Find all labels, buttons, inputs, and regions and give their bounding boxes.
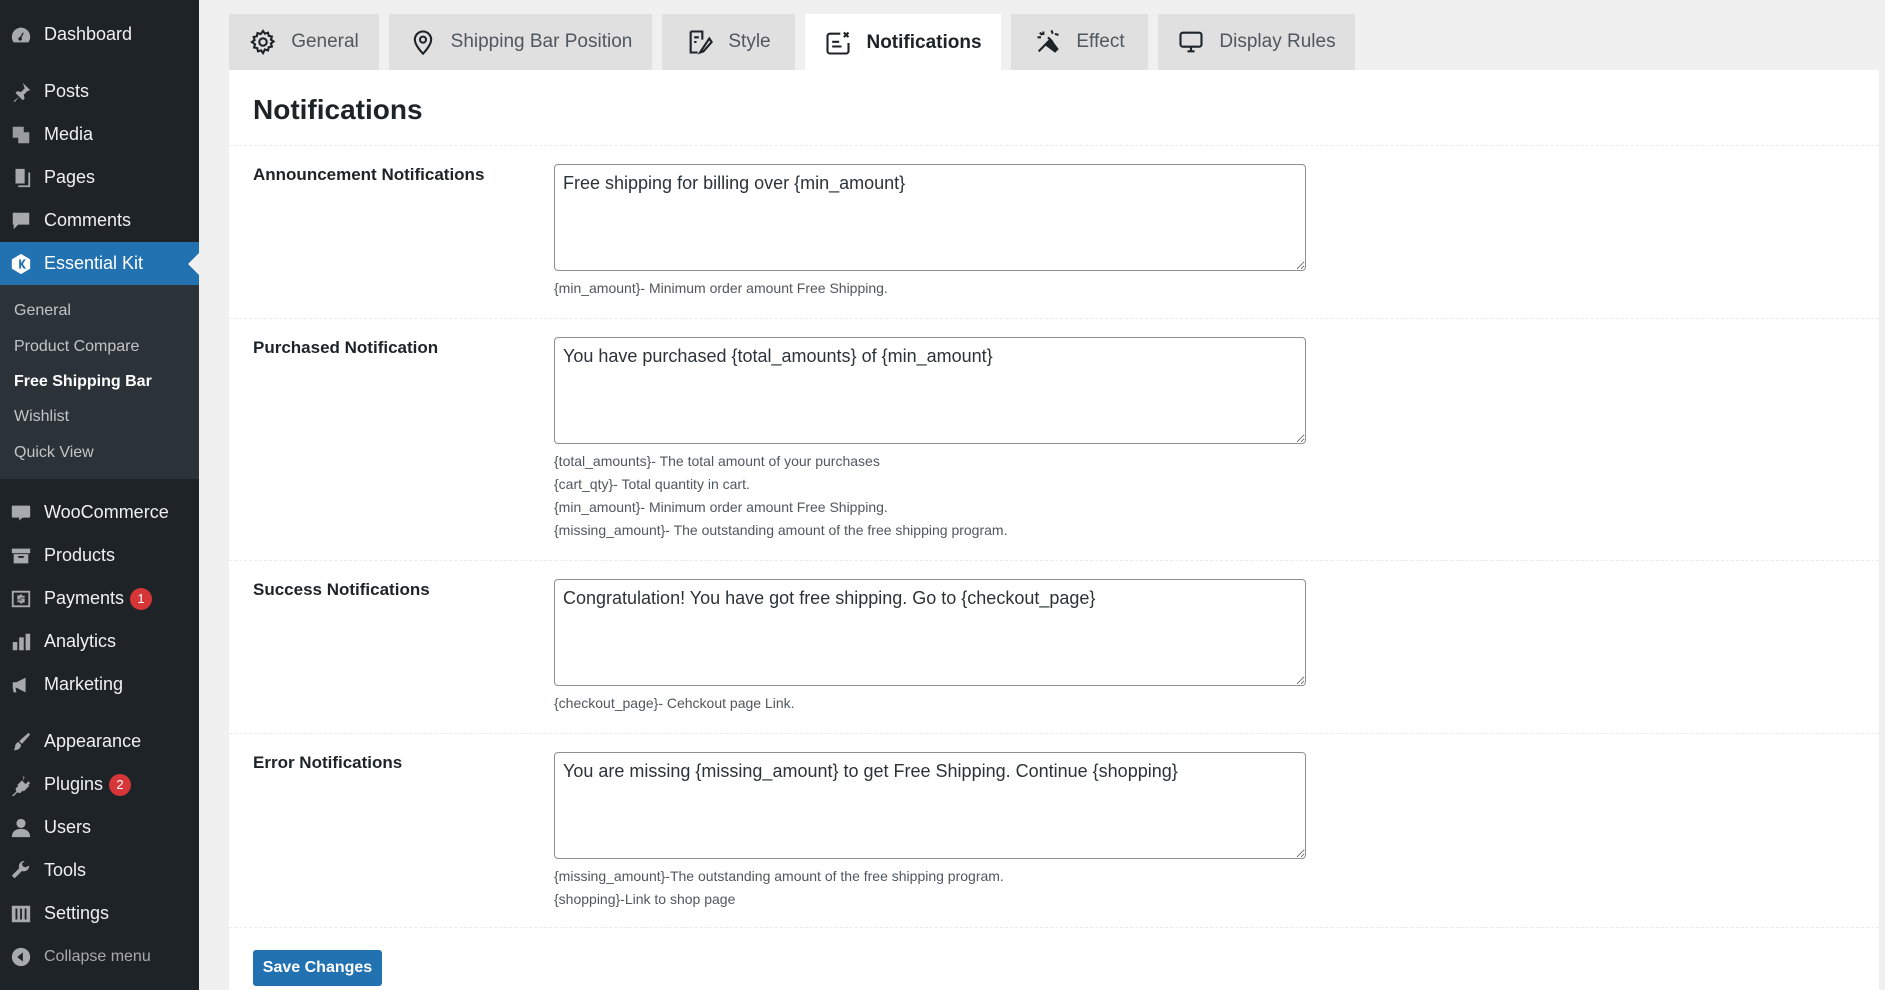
submenu-product-compare[interactable]: Product Compare	[14, 338, 140, 355]
menu-products[interactable]	[0, 534, 199, 577]
collapse-menu-button[interactable]	[0, 935, 199, 978]
row-divider	[229, 733, 1879, 734]
wrench-icon	[9, 859, 33, 883]
menu-users-label: Users	[44, 817, 92, 837]
gear-icon	[249, 28, 277, 56]
woocommerce-icon	[9, 501, 33, 525]
magic-wand-icon	[1034, 28, 1062, 56]
pushpin-icon	[9, 80, 33, 104]
menu-essential-kit-label: Essential Kit	[44, 253, 144, 273]
menu-tools-label: Tools	[44, 860, 87, 880]
user-icon	[9, 816, 33, 840]
tab-effect-label: Effect	[1076, 31, 1125, 52]
plug-icon	[9, 773, 33, 797]
menu-posts-label: Posts	[44, 81, 90, 101]
success-label: Success Notifications	[253, 580, 430, 599]
menu-woocommerce[interactable]	[0, 491, 199, 534]
menu-appearance[interactable]	[0, 720, 199, 763]
tab-shipping-bar-position-label: Shipping Bar Position	[450, 31, 633, 52]
menu-dashboard[interactable]	[0, 13, 199, 56]
tab-display-rules[interactable]	[1158, 14, 1355, 70]
help-line: {missing_amount}- The outstanding amount of the free shipping program.	[554, 522, 1008, 538]
submenu-free-shipping-bar[interactable]: Free Shipping Bar	[14, 373, 152, 390]
announcement-textarea[interactable]	[554, 164, 1306, 271]
collapse-arrow-icon	[9, 945, 33, 969]
essential-kit-submenu	[0, 285, 199, 479]
collapse-menu-label: Collapse menu	[44, 947, 151, 965]
tab-display-rules-label: Display Rules	[1219, 31, 1336, 52]
plugins-count-badge: 2	[109, 774, 131, 796]
menu-posts[interactable]	[0, 70, 199, 113]
dollar-icon	[9, 587, 33, 611]
purchased-help	[554, 450, 1007, 542]
menu-essential-kit[interactable]	[0, 242, 199, 285]
essential-kit-logo-icon	[9, 252, 33, 276]
success-help	[554, 692, 795, 715]
announcement-label: Announcement Notifications	[253, 165, 485, 184]
announcement-help	[554, 277, 888, 300]
row-divider	[229, 318, 1879, 319]
help-line: {min_amount}- Minimum order amount Free Shipping.	[554, 280, 888, 296]
settings-sliders-icon	[9, 902, 33, 926]
menu-settings[interactable]	[0, 892, 199, 935]
menu-analytics[interactable]	[0, 620, 199, 663]
tab-notifications[interactable]	[805, 14, 1001, 71]
menu-woocommerce-label: WooCommerce	[44, 502, 169, 522]
error-label: Error Notifications	[253, 753, 403, 772]
paintbrush-icon	[9, 730, 33, 754]
menu-plugins[interactable]	[0, 763, 199, 806]
save-changes-button[interactable]: Save Changes	[253, 950, 382, 986]
admin-sidebar	[0, 0, 199, 990]
menu-marketing[interactable]	[0, 663, 199, 706]
location-pin-icon	[409, 28, 437, 56]
media-icon	[9, 123, 33, 147]
dashboard-gauge-icon	[9, 23, 33, 47]
success-textarea[interactable]	[554, 579, 1306, 686]
tab-effect[interactable]	[1011, 14, 1148, 70]
menu-comments-label: Comments	[44, 210, 132, 230]
row-divider	[229, 560, 1879, 561]
menu-users[interactable]	[0, 806, 199, 849]
menu-settings-label: Settings	[44, 903, 110, 923]
megaphone-icon	[9, 673, 33, 697]
tab-style-label: Style	[728, 31, 771, 52]
menu-products-label: Products	[44, 545, 116, 565]
help-line: {min_amount}- Minimum order amount Free Shipping.	[554, 499, 888, 515]
menu-payments[interactable]	[0, 577, 199, 620]
menu-analytics-label: Analytics	[44, 631, 117, 651]
message-box-icon	[824, 29, 852, 57]
bar-chart-icon	[9, 630, 33, 654]
purchased-textarea[interactable]	[554, 337, 1306, 444]
menu-marketing-label: Marketing	[44, 674, 124, 694]
tab-shipping-bar-position[interactable]	[389, 14, 652, 70]
tab-general-label: General	[291, 31, 359, 52]
payments-count-badge: 1	[130, 588, 152, 610]
tab-general[interactable]	[229, 14, 379, 70]
purchased-label: Purchased Notification	[253, 338, 439, 357]
menu-appearance-label: Appearance	[44, 731, 142, 751]
help-line: {missing_amount}-The outstanding amount of the free shipping program.	[554, 868, 1004, 884]
monitor-icon	[1177, 28, 1205, 56]
page-title: Notifications	[253, 94, 423, 125]
menu-dashboard-label: Dashboard	[44, 24, 133, 44]
row-divider	[229, 927, 1879, 928]
menu-payments-label: Payments	[44, 588, 125, 608]
menu-tools[interactable]	[0, 849, 199, 892]
menu-pages[interactable]	[0, 156, 199, 199]
help-line: {cart_qty}- Total quantity in cart.	[554, 476, 750, 492]
archive-box-icon	[9, 544, 33, 568]
submenu-quick-view[interactable]: Quick View	[14, 444, 94, 461]
speech-bubble-icon	[9, 209, 33, 233]
help-line: {checkout_page}- Cehckout page Link.	[554, 695, 795, 711]
tab-style[interactable]	[662, 14, 795, 70]
menu-plugins-label: Plugins	[44, 774, 104, 794]
submenu-general[interactable]: General	[14, 302, 71, 319]
error-textarea[interactable]	[554, 752, 1306, 859]
help-line: {shopping}-Link to shop page	[554, 891, 736, 907]
menu-media-label: Media	[44, 124, 94, 144]
brush-icon	[686, 28, 714, 56]
submenu-wishlist[interactable]: Wishlist	[14, 408, 70, 425]
help-line: {total_amounts}- The total amount of your purchases	[554, 453, 880, 469]
menu-comments[interactable]	[0, 199, 199, 242]
menu-media[interactable]	[0, 113, 199, 156]
pages-icon	[9, 166, 33, 190]
error-help	[554, 865, 1004, 911]
settings-panel	[229, 70, 1879, 990]
tab-notifications-label: Notifications	[866, 31, 982, 53]
menu-pages-label: Pages	[44, 167, 96, 187]
row-divider	[229, 145, 1879, 146]
